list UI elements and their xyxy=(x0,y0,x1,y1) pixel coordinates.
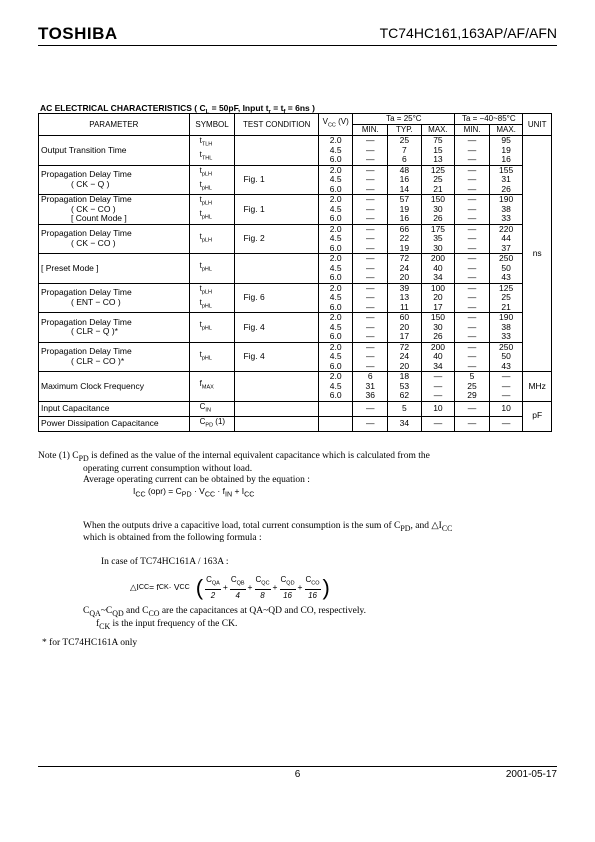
table-row xyxy=(39,136,552,166)
min2-cell: — — — xyxy=(455,195,490,225)
footnote: * for TC74HC161A only xyxy=(42,638,138,649)
min2-cell: — xyxy=(455,416,490,431)
section-title: AC ELECTRICAL CHARACTERISTICS ( $C_L = 50pF$, Input $t_r = t_f = 6ns$ ) xyxy=(40,103,315,116)
plus-sign: + xyxy=(272,581,278,592)
case-label: In case of TC74HC161A / 163A : xyxy=(101,557,229,568)
table-row xyxy=(39,165,552,195)
max2-cell: 95 19 16 xyxy=(489,136,523,166)
min-cell: — — — xyxy=(353,313,388,343)
max-cell: 10 xyxy=(421,401,455,416)
test-condition-cell xyxy=(235,401,318,416)
vcc-cell: 2.0 4.5 6.0 xyxy=(318,342,353,372)
parameter-cell: Propagation Delay Time ( CLR − CO )* xyxy=(39,342,190,372)
header-min2: MIN. xyxy=(455,125,490,136)
header-ta-range: Ta = −40~85°C xyxy=(455,114,523,125)
fraction-term: $\frac{C_{QC}}{8}$ xyxy=(255,574,270,601)
max-cell: 175 35 30 xyxy=(421,224,455,254)
table-row xyxy=(39,416,552,431)
header-min: MIN. xyxy=(353,125,388,136)
para-2-line-2: which is obtained from the following formula : xyxy=(83,533,262,544)
typ-cell: 57 19 16 xyxy=(388,195,422,225)
parameter-cell: Propagation Delay Time ( ENT − CO ) xyxy=(39,283,190,313)
fraction-term: $\frac{C_{QA}}{2}$ xyxy=(206,574,220,601)
parameter-cell: Propagation Delay Time ( CLR − Q )* xyxy=(39,313,190,343)
parameter-cell: Propagation Delay Time ( CK − CO ) xyxy=(39,224,190,254)
delta-icc-formula: △I CC = f CK · V CC ( $\frac{C_{QA}}{2}$ + $\frac{C_{QB}}{4}$ + $\frac{C_{QC}}{8}$ + $\frac{C_{QD}}{16}$ + $\frac{C_{CO}}{16}$ ) xyxy=(130,574,330,601)
test-condition-cell: Fig. 4 xyxy=(235,342,318,372)
test-condition-cell xyxy=(235,416,318,431)
min2-cell: 5 25 29 xyxy=(455,372,490,402)
header-unit: UNIT xyxy=(523,114,552,136)
parameter-cell: Input Capacitance xyxy=(39,401,190,416)
table-row xyxy=(39,342,552,372)
table-row xyxy=(39,254,552,284)
typ-cell: 39 13 11 xyxy=(388,283,422,313)
freq-line: $f_{CK}$ is the input frequency of the CK. xyxy=(96,619,238,632)
typ-cell: 18 53 62 xyxy=(388,372,422,402)
test-condition-cell: Fig. 1 xyxy=(235,195,318,225)
max-cell: 100 20 17 xyxy=(421,283,455,313)
min-cell: — — — xyxy=(353,195,388,225)
table-row xyxy=(39,195,552,225)
vcc-cell: 2.0 4.5 6.0 xyxy=(318,224,353,254)
cap-line: $C_{QA}\sim C_{QD}$ and $C_{CO}$ are the capacitances at QA~QD and CO, respectively. xyxy=(83,606,367,619)
symbol-cell: $t_{pLH}$ $t_{pHL}$ xyxy=(189,195,235,225)
test-condition-cell: Fig. 6 xyxy=(235,283,318,313)
min-cell: — — — xyxy=(353,224,388,254)
symbol-cell: $t_{pLH}$ $t_{pHL}$ xyxy=(189,283,235,313)
symbol-cell: $t_{pHL}$ xyxy=(189,254,235,284)
typ-cell: 60 20 17 xyxy=(388,313,422,343)
typ-cell: 34 xyxy=(388,416,422,431)
max2-cell: 250 50 43 xyxy=(489,342,523,372)
min2-cell: — — — xyxy=(455,283,490,313)
min-cell: — xyxy=(353,416,388,431)
plus-sign: + xyxy=(222,581,228,592)
notes-section xyxy=(38,451,552,649)
header-symbol: SYMBOL xyxy=(189,114,235,136)
page-header xyxy=(38,24,557,46)
max-cell: — — — xyxy=(421,372,455,402)
max2-cell: 10 xyxy=(489,401,523,416)
toshiba-logo: TOSHIBA xyxy=(38,24,118,43)
vcc-cell: 2.0 4.5 6.0 xyxy=(318,254,353,284)
typ-cell: 48 16 14 xyxy=(388,165,422,195)
header-rule xyxy=(38,45,557,46)
test-condition-cell: Fig. 1 xyxy=(235,165,318,195)
min2-cell: — — — xyxy=(455,342,490,372)
vcc-cell: 2.0 4.5 6.0 xyxy=(318,313,353,343)
unit-pf: pF xyxy=(523,401,552,431)
note-1-line-2: operating current consumption without load. xyxy=(83,463,253,474)
page-number: 6 xyxy=(294,769,301,780)
document-date: 2001-05-17 xyxy=(505,769,557,780)
symbol-cell: $t_{pHL}$ xyxy=(189,313,235,343)
max2-cell: 220 44 37 xyxy=(489,224,523,254)
unit-ns: ns xyxy=(523,136,552,372)
max-cell: 150 30 26 xyxy=(421,313,455,343)
min-cell: — — — xyxy=(353,342,388,372)
parameter-cell: Maximum Clock Frequency xyxy=(39,372,190,402)
min2-cell: — — — xyxy=(455,165,490,195)
vcc-cell xyxy=(318,401,353,416)
para-2-line-1: When the outputs drive a capacitive load, total current consumption is the sum of $C_{PD}$, and $\triangle I_{CC}$ xyxy=(83,520,453,533)
vcc-cell: 2.0 4.5 6.0 xyxy=(318,136,353,166)
fraction-term: $\frac{C_{QD}}{16}$ xyxy=(280,574,295,601)
unit-mhz: MHz xyxy=(523,372,552,402)
header-parameter: PARAMETER xyxy=(39,114,190,136)
typ-cell: 72 24 20 xyxy=(388,342,422,372)
max2-cell: — — — xyxy=(489,372,523,402)
max2-cell: 125 25 21 xyxy=(489,283,523,313)
min2-cell: — — — xyxy=(455,313,490,343)
vcc-cell xyxy=(318,416,353,431)
test-condition-cell xyxy=(235,254,318,284)
vcc-cell: 2.0 4.5 6.0 xyxy=(318,195,353,225)
max2-cell: 190 38 33 xyxy=(489,313,523,343)
parameter-cell: Propagation Delay Time ( CK − CO ) [ Count Mode ] xyxy=(39,195,190,225)
symbol-cell: $t_{pLH}$ xyxy=(189,224,235,254)
max-cell: 75 15 13 xyxy=(421,136,455,166)
min-cell: — — — xyxy=(353,136,388,166)
vcc-cell: 2.0 4.5 6.0 xyxy=(318,283,353,313)
header-vcc: $V_{CC}$ (V) xyxy=(318,114,353,136)
min2-cell: — xyxy=(455,401,490,416)
min2-cell: — — — xyxy=(455,224,490,254)
table-row xyxy=(39,401,552,416)
icc-equation: $I_{CC}$ $(opr) = C_{PD} \cdot V_{CC} \cdot f_{IN} + I_{CC}$ xyxy=(133,485,255,499)
vcc-cell: 2.0 4.5 6.0 xyxy=(318,165,353,195)
part-number: TC74HC161,163AP/AF/AFN xyxy=(379,25,557,41)
max-cell: 125 25 21 xyxy=(421,165,455,195)
footer-rule xyxy=(38,766,557,767)
plus-sign: + xyxy=(247,581,253,592)
min-cell: — xyxy=(353,401,388,416)
fraction-term: $\frac{C_{CO}}{16}$ xyxy=(305,574,320,601)
max2-cell: — xyxy=(489,416,523,431)
header-test-condition: TEST CONDITION xyxy=(235,114,318,136)
parameter-cell: Propagation Delay Time ( CK − Q ) xyxy=(39,165,190,195)
symbol-cell: $C_{PD}$ (1) xyxy=(189,416,235,431)
test-condition-cell: Fig. 2 xyxy=(235,224,318,254)
header-ta-25: Ta = 25°C xyxy=(353,114,455,125)
parameter-cell: Power Dissipation Capacitance xyxy=(39,416,190,431)
max-cell: 200 40 34 xyxy=(421,342,455,372)
typ-cell: 25 7 6 xyxy=(388,136,422,166)
min-cell: — — — xyxy=(353,165,388,195)
typ-cell: 66 22 19 xyxy=(388,224,422,254)
parameter-cell: Output Transition Time xyxy=(39,136,190,166)
test-condition-cell xyxy=(235,372,318,402)
table-row xyxy=(39,283,552,313)
note-1-line-1: Note (1) $C_{PD}$ is defined as the value of the internal equivalent capacitance which is calculated from the xyxy=(38,451,430,463)
table-row xyxy=(39,224,552,254)
symbol-cell: $t_{pHL}$ xyxy=(189,342,235,372)
max2-cell: 190 38 33 xyxy=(489,195,523,225)
max-cell: — xyxy=(421,416,455,431)
vcc-cell: 2.0 4.5 6.0 xyxy=(318,372,353,402)
max-cell: 150 30 26 xyxy=(421,195,455,225)
table-row xyxy=(39,313,552,343)
note-1-line-3: Average operating current can be obtained by the equation : xyxy=(83,474,310,485)
table-row xyxy=(39,372,552,402)
fraction-terms xyxy=(203,574,322,602)
symbol-cell: $t_{TLH}$ $t_{THL}$ xyxy=(189,136,235,166)
min2-cell: — — — xyxy=(455,136,490,166)
typ-cell: 5 xyxy=(388,401,422,416)
min2-cell: — — — xyxy=(455,254,490,284)
min-cell: — — — xyxy=(353,254,388,284)
header-max2: MAX. xyxy=(489,125,523,136)
header-max: MAX. xyxy=(421,125,455,136)
max-cell: 200 40 34 xyxy=(421,254,455,284)
min-cell: 6 31 36 xyxy=(353,372,388,402)
header-typ: TYP. xyxy=(388,125,422,136)
min-cell: — — — xyxy=(353,283,388,313)
max2-cell: 250 50 43 xyxy=(489,254,523,284)
symbol-cell: $f_{MAX}$ xyxy=(189,372,235,402)
symbol-cell: $t_{pLH}$ $t_{pHL}$ xyxy=(189,165,235,195)
ac-characteristics-table xyxy=(38,113,552,432)
fraction-term: $\frac{C_{QB}}{4}$ xyxy=(230,574,245,601)
test-condition-cell: Fig. 4 xyxy=(235,313,318,343)
plus-sign: + xyxy=(297,581,303,592)
max2-cell: 155 31 26 xyxy=(489,165,523,195)
typ-cell: 72 24 20 xyxy=(388,254,422,284)
test-condition-cell xyxy=(235,136,318,166)
parameter-cell: [ Preset Mode ] xyxy=(39,254,190,284)
symbol-cell: $C_{IN}$ xyxy=(189,401,235,416)
